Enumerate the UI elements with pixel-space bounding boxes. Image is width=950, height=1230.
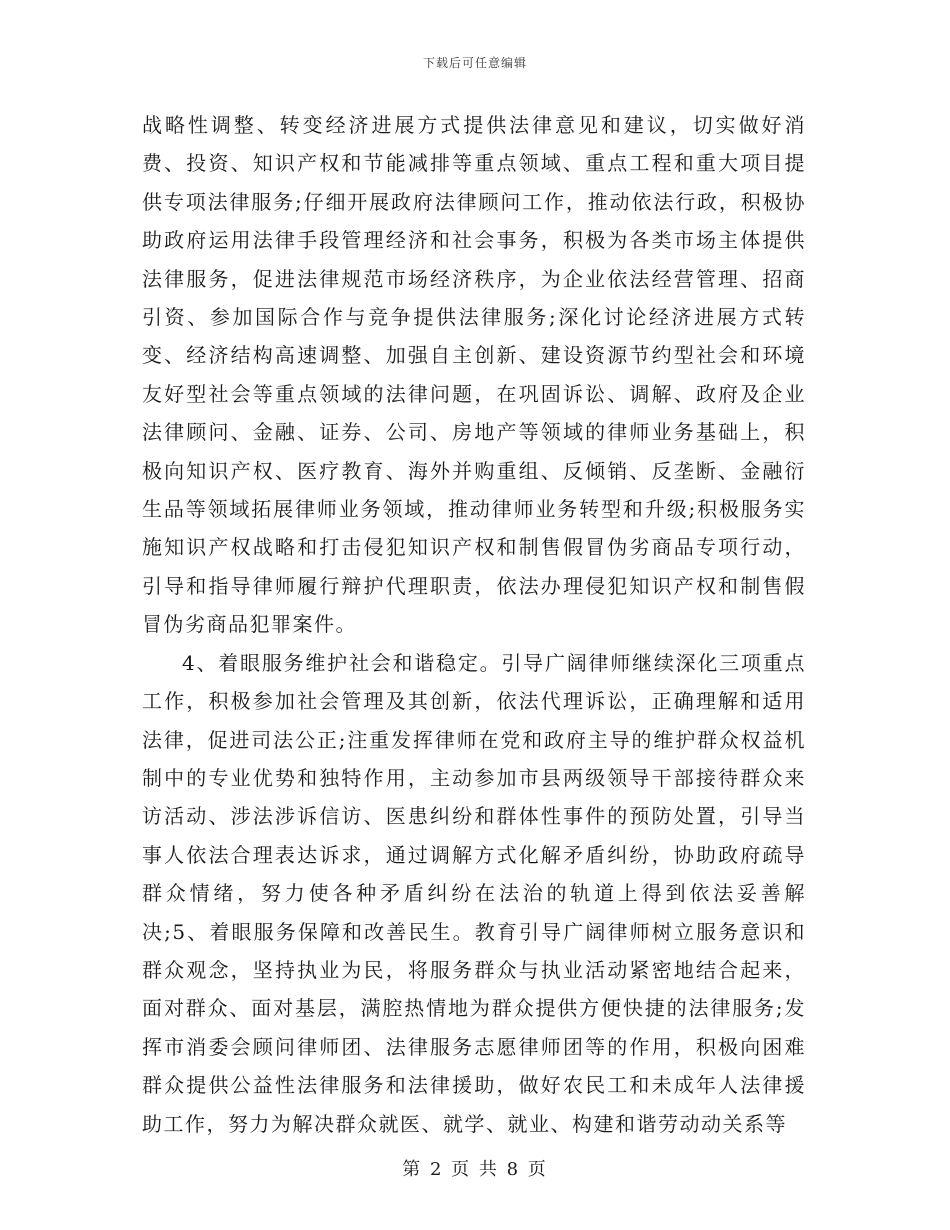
header-note: 下载后可任意编辑 [422, 56, 527, 70]
paragraph-continuation: 战略性调整、转变经济进展方式提供法律意见和建议，切实做好消费、投资、知识产权和节能减排等重点领域、重点工程和重大项目提供专项法律服务;仔细开展政府法律顾问工作，推动依法行政，积极协助政府运用法律手段管理经济和社会事务，积极为各类市场主体提供法律服务，促进法律规范市场经济秩序，为企业依法经营管理、招商引资、参加国际合作与竞争提供法律服务;深化讨论经济进展方式转变、经济结构高速调整、加强自主创新、建设资源节约型社会和环境友好型社会等重点领域的法律问题，在巩固诉讼、调解、政府及企业法律顾问、金融、证券、公司、房地产等领域的律师业务基础上，积极向知识产权、医疗教育、海外并购重组、反倾销、反垄断、金融衍生品等领域拓展律师业务领域，推动律师业务转型和升级;积极服务实施知识产权战略和打击侵犯知识产权和制售假冒伪劣商品专项行动，引导和指导律师履行辩护代理职责，依法办理侵犯知识产权和制售假冒伪劣商品犯罪案件。 [142, 113, 806, 637]
paragraph-item-4: 4、着眼服务维护社会和谐稳定。引导广阔律师继续深化三项重点工作，积极参加社会管理及其创新，依法代理诉讼，正确理解和适用法律，促进司法公正;注重发挥律师在党和政府主导的维护群众权益机制中的专业优势和独特作用，主动参加市县两级领导干部接待群众来访活动、涉法涉诉信访、医患纠纷和群体性事件的预防处置，引导当事人依法合理表达诉求，通过调解方式化解矛盾纠纷，协助政府疏导群众情绪，努力使各种矛盾纠纷在法治的轨道上得到依法妥善解决;5、着眼服务保障和改善民生。教育引导广阔律师树立服务意识和群众观念，坚持执业为民，将服务群众与执业活动紧密地结合起来，面对群众、面对基层，满腔热情地为群众提供方便快捷的法律服务;发挥市消委会顾问律师团、法律服务志愿律师团等的作用，积极向困难群众提供公益性法律服务和法律援助，做好农民工和未成年人法律援助工作，努力为解决群众就医、就学、就业、构建和谐劳动动关系等 [142, 650, 806, 1136]
page-number: 第 2 页 共 8 页 [402, 1159, 548, 1180]
document-body [142, 106, 806, 1143]
